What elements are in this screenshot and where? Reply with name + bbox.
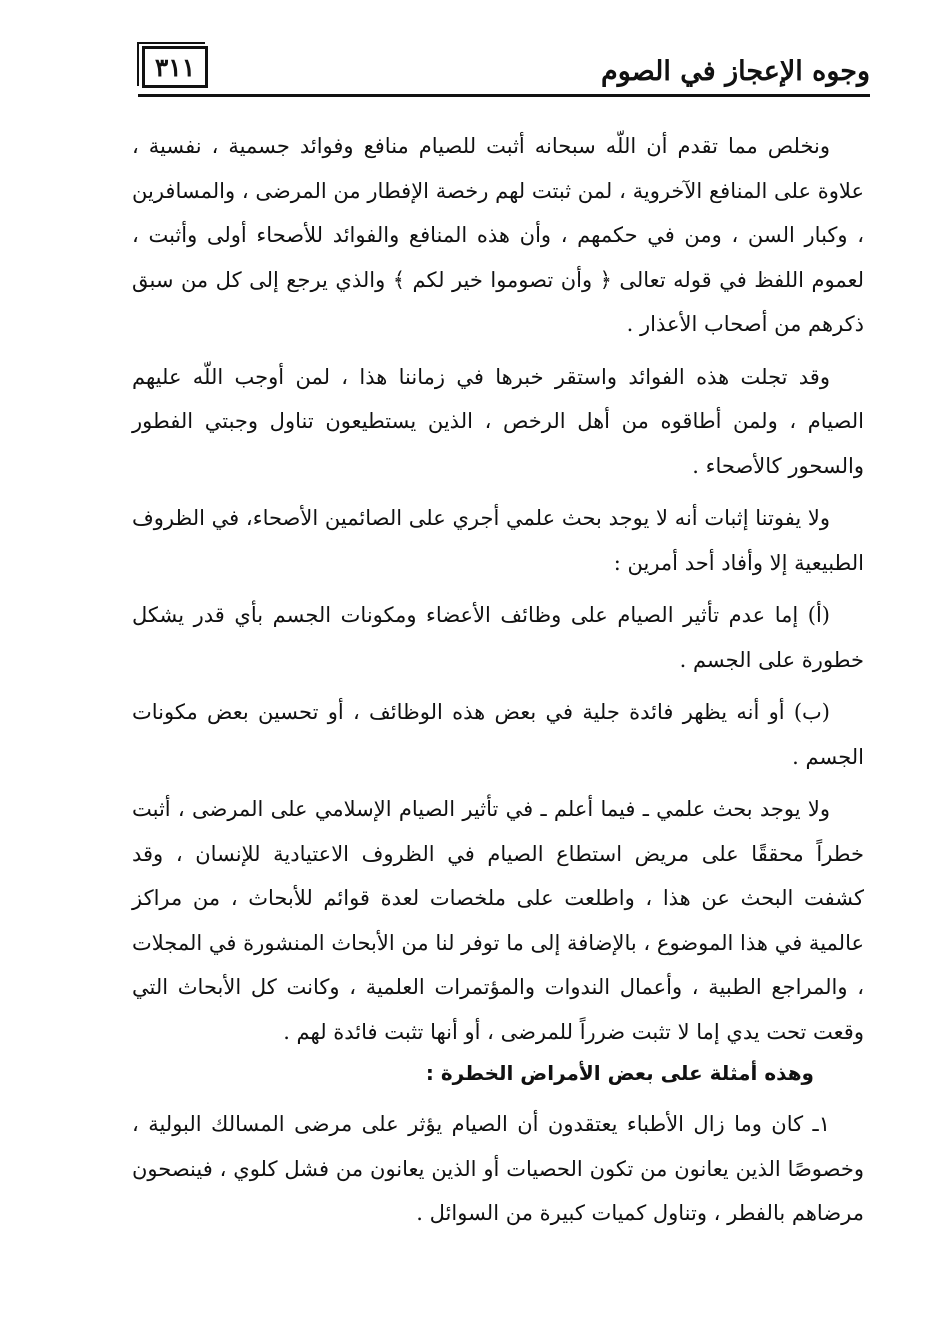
paragraph: وقد تجلت هذه الفوائد واستقر خبرها في زماننا هذا ، لمن أوجب اللّه عليهم الصيام ، ولمن أطاقوه من أهل الرخص ، الذين يستطيعون تناول وجبتي الفطور والسحور كالأصحاء . (132, 364, 864, 478)
numbered-item: ١ـ كان وما زال الأطباء يعتقدون أن الصيام يؤثر على مرضى المسالك البولية ، وخصوصًا الذين يعانون من تكون الحصيات أو الذين يعانون من فشل كلوي ، فينصحون مرضاهم بالفطر ، وتناول كميات كبيرة من السوائل . (132, 1112, 864, 1225)
page-number (142, 46, 208, 88)
paragraph: ولا يوجد بحث علمي ـ فيما أعلم ـ في تأثير الصيام الإسلامي على المرضى ، أثبت خطراً محققًا على مريض استطاع الصيام في الظروف الاعتيادية للإنسان ، وقد كشفت البحث عن هذا ، واطلعت على ملخصات لعدة قوائم للأبحاث ، من مراكز عالمية في هذا الموضوع ، بالإضافة إلى ما توفر لنا من الأبحاث المنشورة في المجلات ، والمراجع الطبية ، وأعمال الندوات والمؤتمرات العلمية ، وكانت كل الأبحاث التي وقعت تحت يدي إما لا تثبت ضرراً للمرضى ، أو أنها تثبت فائدة لهم . (132, 797, 864, 1044)
paragraph: ولا يفوتنا إثبات أنه لا يوجد بحث علمي أجري على الصائمين الأصحاء، في الظروف الطبيعية إلا وأفاد أحد أمرين : (132, 506, 864, 575)
body-text (132, 124, 864, 1236)
list-item-a: (أ) إما عدم تأثير الصيام على وظائف الأعضاء ومكونات الجسم بأي قدر يشكل خطورة على الجسم . (132, 603, 864, 672)
section-subheading: وهذه أمثلة على بعض الأمراض الخطرة : (425, 1061, 814, 1085)
page-header (128, 38, 870, 108)
paragraph: ونخلص مما تقدم أن اللّه سبحانه أثبت للصيام منافع وفوائد جسمية ، نفسية ، علاوة على المنافع الآخروية ، لمن ثبتت لهم رخصة الإفطار من المرضى ، والمسافرين ، وكبار السن ، ومن في حكمهم ، وأن هذه المنافع والفوائد للأصحاء أولى وأثبت ، لعموم اللفظ في قوله تعالى ﴿ وأن تصوموا خير لكم ﴾ والذي يرجع إلى كل من سبق ذكرهم من أصحاب الأعذار . (132, 134, 864, 336)
list-item-b: (ب) أو أنه يظهر فائدة جلية في بعض هذه الوظائف ، أو تحسين بعض مكونات الجسم . (132, 700, 864, 769)
running-title: وجوه الإعجاز في الصوم (601, 56, 870, 87)
page-number-text: ٣١١ (154, 52, 196, 82)
header-rule (138, 94, 870, 97)
